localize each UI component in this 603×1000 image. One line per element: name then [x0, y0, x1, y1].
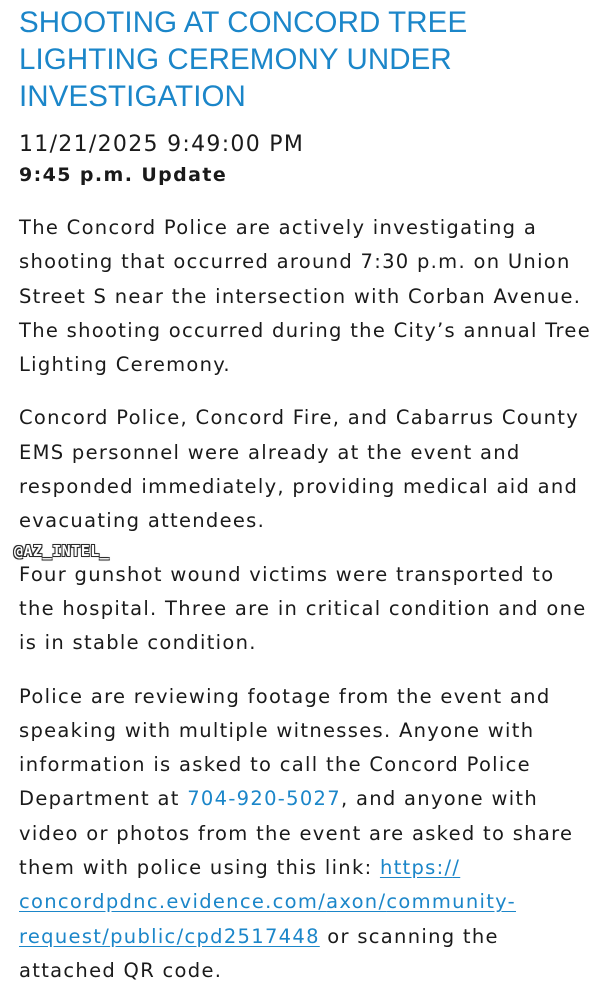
- article: [19, 4, 594, 988]
- watermark-text: @AZ_INTEL_: [14, 542, 110, 560]
- paragraph-2: Concord Police, Concord Fire, and Cabarrus County EMS personnel were already at the event and responded immediately, providing medical aid and evacuating attendees.: [19, 406, 580, 533]
- paragraph-4-text-b: , and anyone with video or photos from the event are asked to share them with police using this link:: [19, 787, 574, 880]
- paragraph-3: Four gunshot wound victims were transported to the hospital. Three are in critical condition and one is in stable condition.: [19, 562, 587, 655]
- update-label: 9:45 p.m. Update: [19, 164, 228, 186]
- article-timestamp: 11/21/2025 9:49:00 PM: [19, 132, 305, 157]
- headline-line-3: INVESTIGATION: [19, 80, 246, 113]
- article-headline: [19, 4, 594, 115]
- phone-link[interactable]: 704-920-5027: [187, 787, 341, 811]
- paragraph-1: The Concord Police are actively investigating a shooting that occurred around 7:30 p.m. on Union Street S near the intersection with Corban Avenue. The shooting occurred during the City’s annual Tree Lighting Ceremony.: [19, 216, 592, 377]
- headline-line-1: SHOOTING AT CONCORD TREE: [19, 6, 468, 39]
- headline-line-2: LIGHTING CEREMONY UNDER: [19, 43, 452, 76]
- paragraph-4-text-a: Police are reviewing footage from the event and speaking with multiple witnesses. Anyone with information is asked to call the Concord Police Department at: [19, 684, 551, 811]
- paragraph-4-text-c: or scanning the attached QR code.: [19, 924, 499, 982]
- paragraph-4: [19, 680, 594, 989]
- evidence-link[interactable]: https://concordpdnc.evidence.com/axon/community-request/public/cpd2517448: [19, 856, 516, 948]
